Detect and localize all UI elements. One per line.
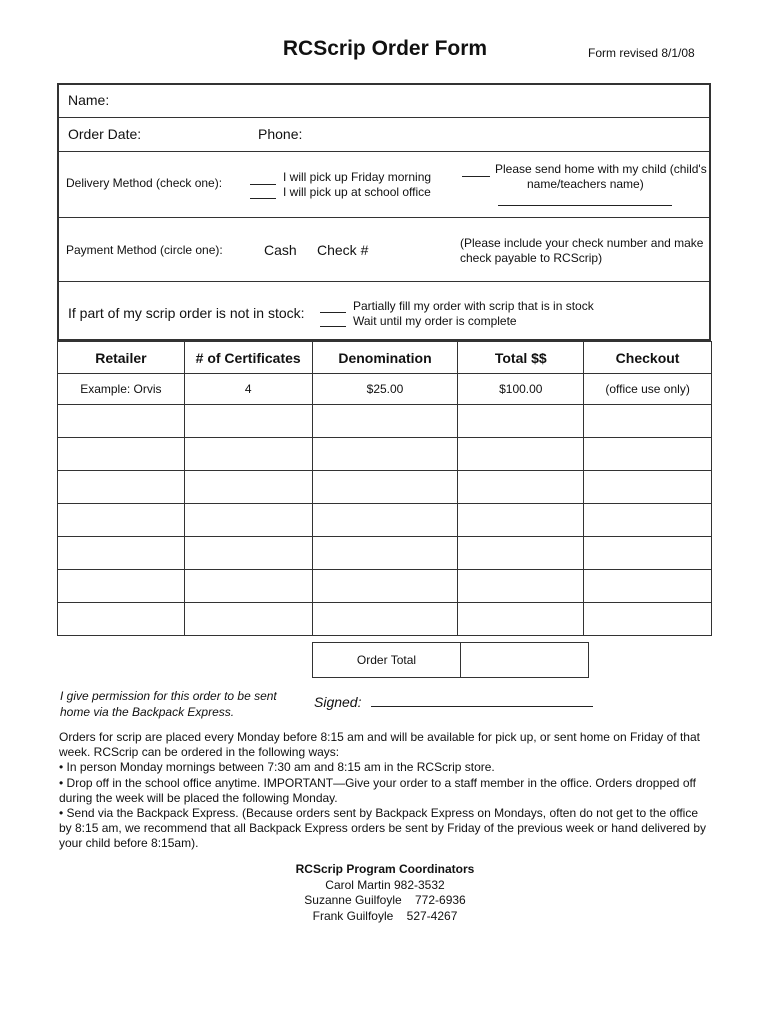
table-row[interactable] bbox=[58, 438, 712, 471]
table-cell[interactable] bbox=[184, 438, 312, 471]
table-cell[interactable] bbox=[184, 471, 312, 504]
table-cell bbox=[584, 603, 712, 636]
instructions-intro: Orders for scrip are placed every Monday before 8:15 am and will be available for pick up, or sent home on Friday of that week. RCScrip can be ordered in the following ways: bbox=[59, 730, 700, 760]
table-cell[interactable] bbox=[312, 570, 458, 603]
coordinator-contact: Frank Guilfoyle 527-4267 bbox=[312, 908, 458, 923]
delivery-label: Delivery Method (check one): bbox=[66, 176, 223, 190]
delivery-checkbox-1[interactable] bbox=[250, 184, 276, 185]
table-cell[interactable] bbox=[312, 471, 458, 504]
order-total-field[interactable] bbox=[461, 643, 589, 678]
payment-check-option[interactable]: Check # bbox=[317, 242, 369, 258]
instructions bbox=[59, 730, 713, 852]
coordinators-heading: RCScrip Program Coordinators bbox=[295, 862, 475, 876]
col-denomination: Denomination bbox=[312, 342, 458, 374]
order-total-row bbox=[312, 642, 589, 678]
table-cell bbox=[584, 537, 712, 570]
table-cell[interactable] bbox=[58, 504, 185, 537]
table-cell[interactable] bbox=[184, 570, 312, 603]
table-cell[interactable] bbox=[184, 405, 312, 438]
example-denomination: $25.00 bbox=[312, 374, 458, 405]
table-cell[interactable] bbox=[458, 603, 584, 636]
payment-cash-option[interactable]: Cash bbox=[264, 242, 297, 258]
table-cell[interactable] bbox=[458, 405, 584, 438]
name-label: Name: bbox=[68, 92, 110, 108]
table-cell[interactable] bbox=[458, 570, 584, 603]
child-name-field[interactable] bbox=[498, 205, 672, 206]
table-cell bbox=[584, 570, 712, 603]
table-cell[interactable] bbox=[458, 537, 584, 570]
signature-field[interactable] bbox=[371, 706, 593, 707]
example-certificates: 4 bbox=[184, 374, 312, 405]
table-cell[interactable] bbox=[58, 603, 185, 636]
table-cell[interactable] bbox=[312, 438, 458, 471]
phone-label: Phone: bbox=[258, 126, 303, 142]
table-cell bbox=[584, 438, 712, 471]
order-table bbox=[57, 341, 712, 636]
example-retailer: Example: Orvis bbox=[58, 374, 185, 405]
coordinators bbox=[0, 862, 770, 924]
delivery-checkbox-2[interactable] bbox=[250, 198, 276, 199]
table-row[interactable] bbox=[58, 471, 712, 504]
payment-note-cont: check payable to RCScrip) bbox=[460, 251, 603, 265]
coordinator-contact: Suzanne Guilfoyle 772-6936 bbox=[304, 893, 466, 907]
instructions-in-person: • In person Monday mornings between 7:30 am and 8:15 am in the RCScrip store. bbox=[59, 760, 495, 775]
divider bbox=[59, 151, 709, 152]
table-cell[interactable] bbox=[312, 537, 458, 570]
signature-line[interactable] bbox=[314, 694, 593, 710]
table-cell[interactable] bbox=[58, 537, 185, 570]
table-cell[interactable] bbox=[312, 603, 458, 636]
table-row[interactable] bbox=[58, 504, 712, 537]
example-total: $100.00 bbox=[458, 374, 584, 405]
table-row[interactable] bbox=[58, 537, 712, 570]
stock-checkbox-2[interactable] bbox=[320, 326, 346, 327]
table-cell[interactable] bbox=[58, 438, 185, 471]
payment-label: Payment Method (circle one): bbox=[66, 243, 223, 257]
delivery-option-friday: I will pick up Friday morning bbox=[283, 170, 432, 184]
table-cell[interactable] bbox=[184, 537, 312, 570]
form-title: RCScrip Order Form bbox=[282, 37, 488, 60]
table-cell[interactable] bbox=[184, 603, 312, 636]
example-checkout: (office use only) bbox=[584, 374, 712, 405]
divider bbox=[59, 281, 709, 282]
example-row bbox=[58, 374, 712, 405]
col-total: Total $$ bbox=[458, 342, 584, 374]
table-cell[interactable] bbox=[312, 405, 458, 438]
table-cell bbox=[584, 471, 712, 504]
delivery-checkbox-3[interactable] bbox=[462, 176, 490, 177]
table-cell[interactable] bbox=[458, 471, 584, 504]
col-certificates: # of Certificates bbox=[184, 342, 312, 374]
table-row[interactable] bbox=[58, 405, 712, 438]
table-cell[interactable] bbox=[458, 438, 584, 471]
table-cell[interactable] bbox=[58, 405, 185, 438]
signed-label: Signed: bbox=[314, 694, 362, 710]
instructions-drop-off: • Drop off in the school office anytime. IMPORTANT—Give your order to a staff member in the office. Orders dropped off during the week will be placed the following Monday. bbox=[59, 775, 696, 805]
table-cell[interactable] bbox=[184, 504, 312, 537]
divider bbox=[59, 217, 709, 218]
table-row[interactable] bbox=[58, 603, 712, 636]
stock-option-wait: Wait until my order is complete bbox=[353, 314, 517, 328]
order-total-label: Order Total bbox=[313, 643, 461, 678]
permission-note: I give permission for this order to be sent home via the Backpack Express. bbox=[60, 689, 277, 719]
delivery-option-send-home-cont: name/teachers name) bbox=[527, 177, 644, 191]
delivery-option-office: I will pick up at school office bbox=[283, 185, 431, 199]
coordinator-contact: Carol Martin 982-3532 bbox=[325, 877, 445, 892]
stock-option-partial: Partially fill my order with scrip that is in stock bbox=[353, 299, 594, 313]
table-cell bbox=[584, 504, 712, 537]
delivery-option-send-home: Please send home with my child (child's bbox=[495, 162, 707, 176]
table-cell bbox=[584, 405, 712, 438]
table-cell[interactable] bbox=[58, 471, 185, 504]
table-cell[interactable] bbox=[58, 570, 185, 603]
divider bbox=[59, 117, 709, 118]
payment-note: (Please include your check number and make bbox=[460, 236, 704, 250]
table-cell[interactable] bbox=[458, 504, 584, 537]
table-row[interactable] bbox=[58, 570, 712, 603]
table-header-row bbox=[58, 342, 712, 374]
order-date-label: Order Date: bbox=[68, 126, 142, 142]
col-checkout: Checkout bbox=[584, 342, 712, 374]
stock-label: If part of my scrip order is not in stock: bbox=[68, 305, 305, 321]
stock-checkbox-1[interactable] bbox=[320, 312, 346, 313]
instructions-backpack: • Send via the Backpack Express. (Because orders sent by Backpack Express on Mondays, often do not get to the office by 8:15 am, we recommend that all Backpack Express orders be sent by Friday of the previous week or hand delivered by your child before 8:15am). bbox=[59, 806, 706, 851]
col-retailer: Retailer bbox=[58, 342, 185, 374]
revision-date: Form revised 8/1/08 bbox=[588, 46, 695, 60]
table-cell[interactable] bbox=[312, 504, 458, 537]
